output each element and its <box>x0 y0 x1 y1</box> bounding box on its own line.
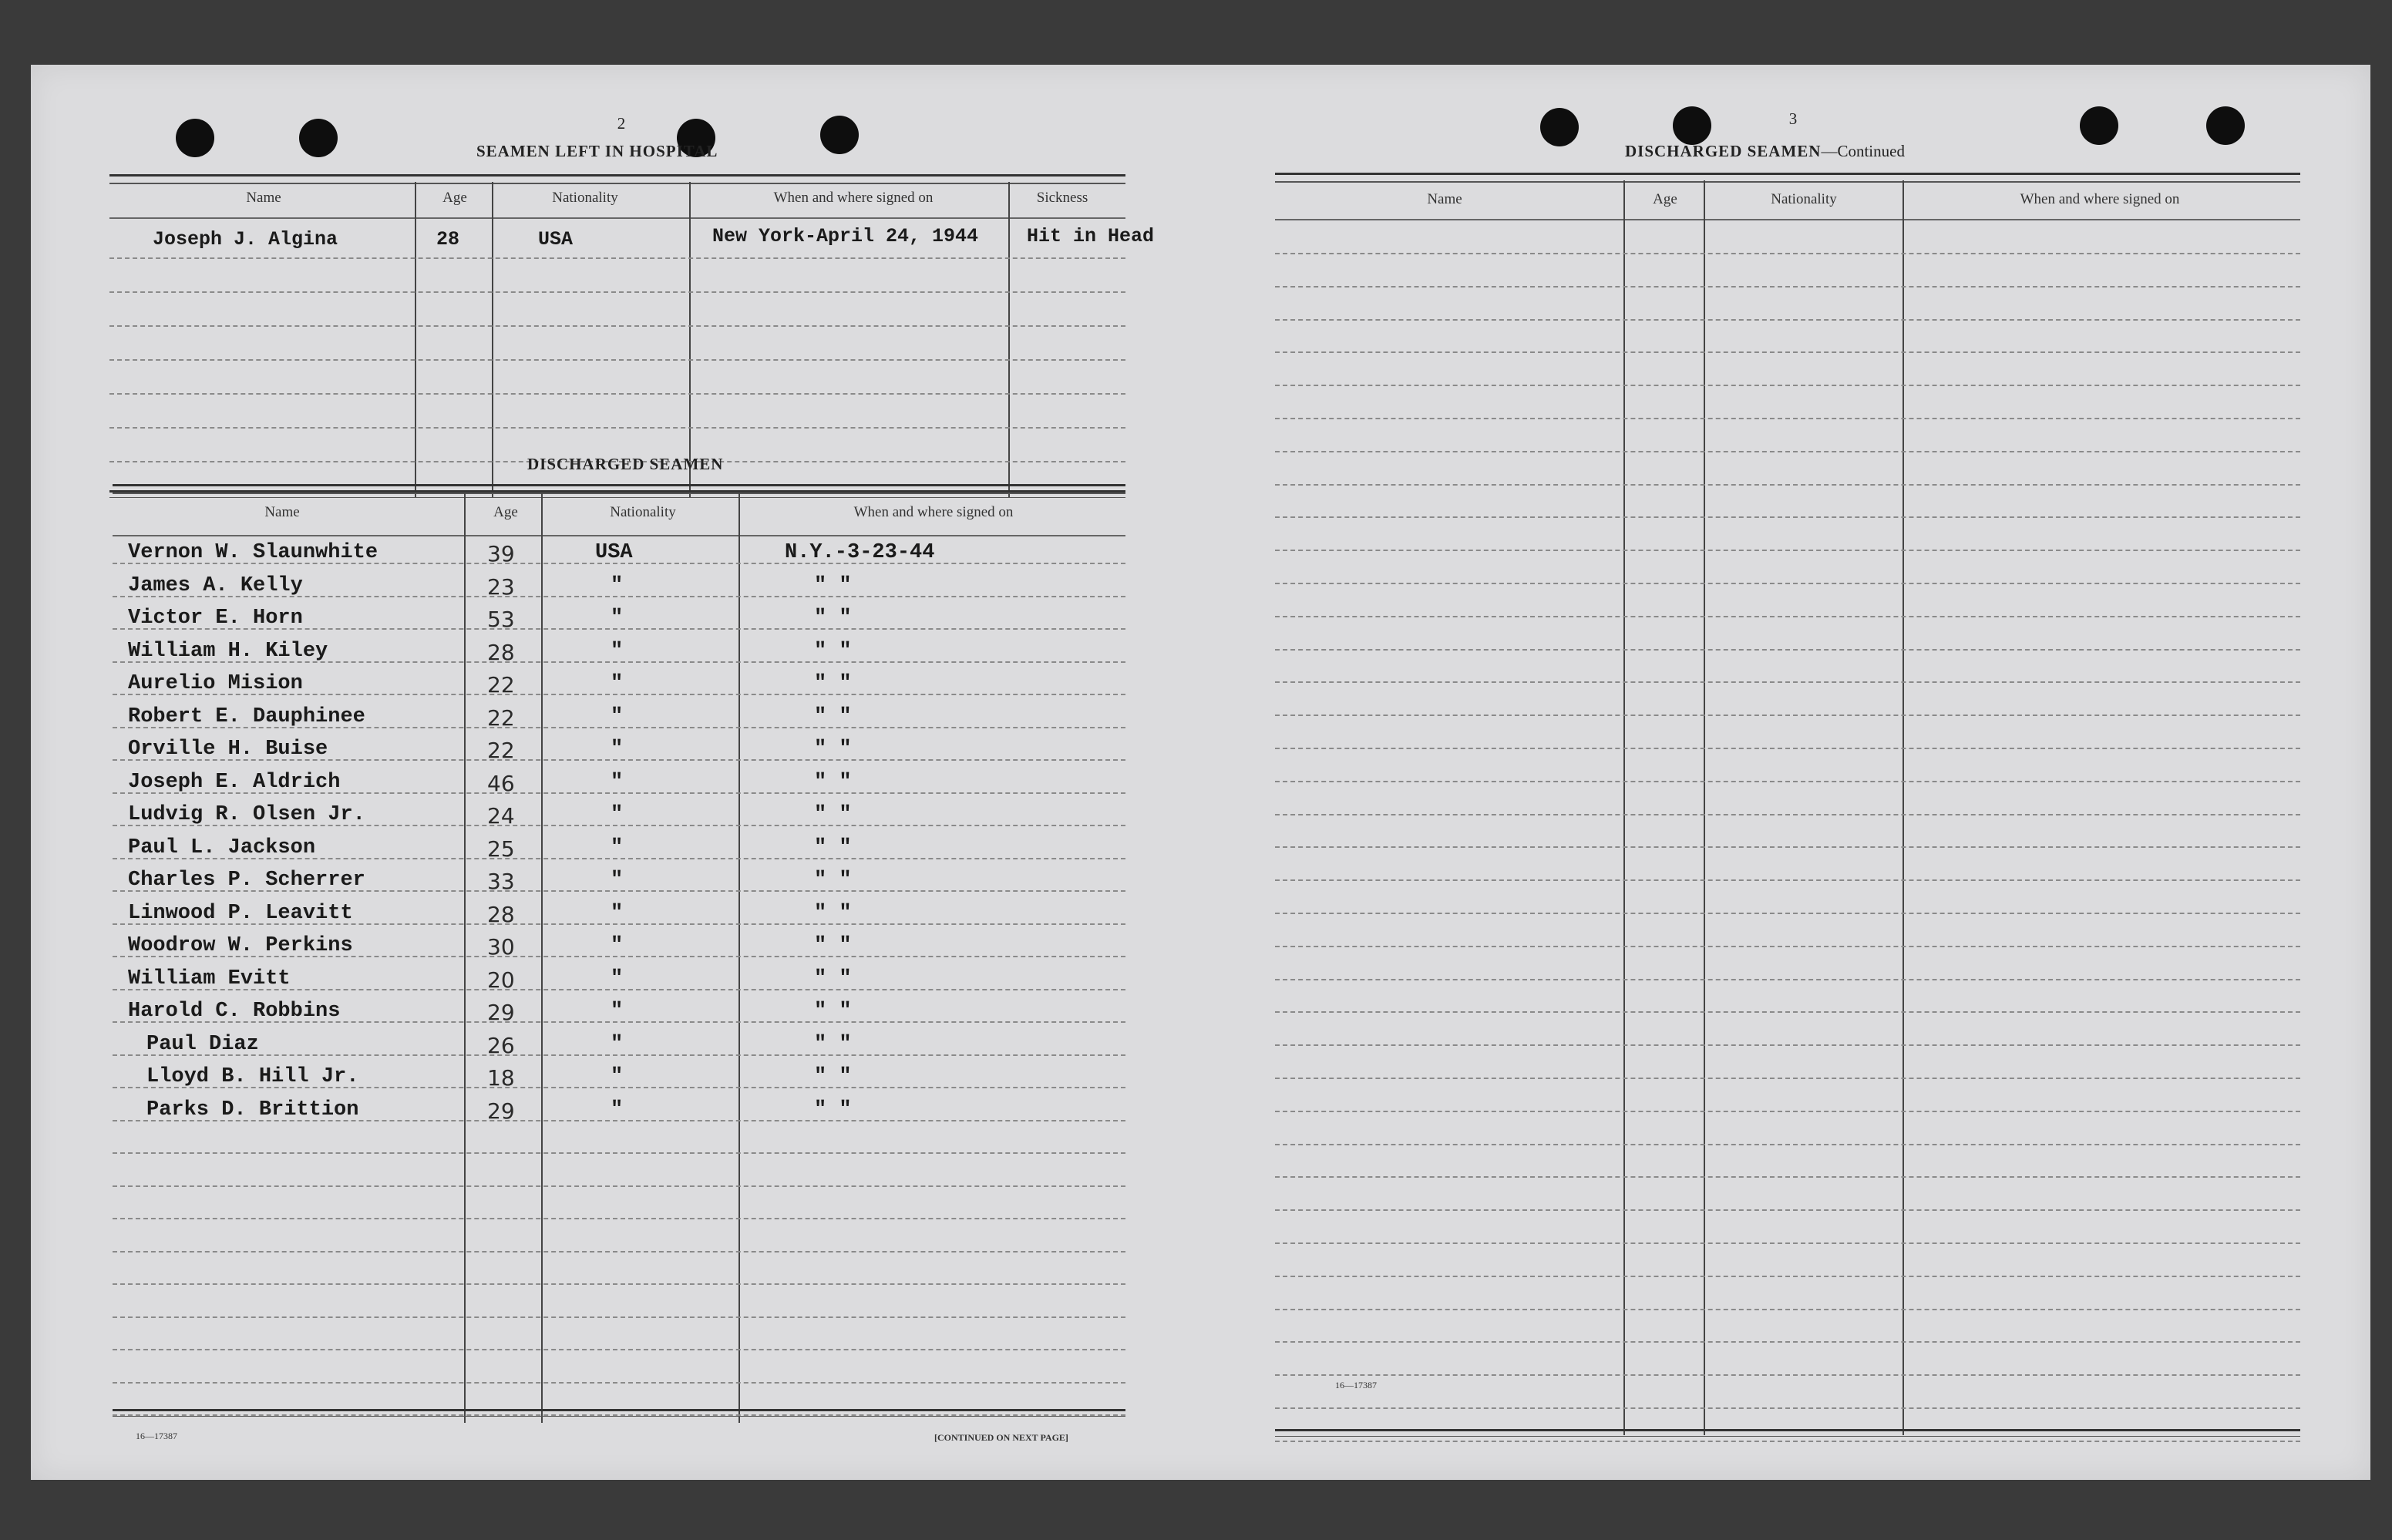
seaman-name: Paul L. Jackson <box>128 836 316 859</box>
heading-suffix: —Continued <box>1821 142 1905 160</box>
row-line <box>1275 1176 2300 1178</box>
seaman-name: Woodrow W. Perkins <box>128 934 353 957</box>
seaman-signed-on: " " <box>814 672 852 695</box>
row-line <box>113 1349 1125 1350</box>
seaman-name: Joseph E. Aldrich <box>128 771 341 794</box>
seaman-age: 33 <box>487 869 515 894</box>
seaman-name: William H. Kiley <box>128 640 328 663</box>
row-line <box>1275 319 2300 321</box>
column-header-name: Name <box>264 504 300 520</box>
row-line <box>1275 1276 2300 1277</box>
row-line <box>1275 781 2300 782</box>
row-line <box>1275 1144 2300 1145</box>
column-header-name: Name <box>246 190 281 206</box>
seaman-age: 24 <box>487 803 515 829</box>
seaman-signed-on: " " <box>814 705 852 728</box>
seaman-nationality: " <box>611 607 624 630</box>
header-underline <box>1275 219 2300 220</box>
seaman-nationality: " <box>611 640 624 663</box>
seaman-signed-on: " " <box>814 836 852 859</box>
seaman-name: Orville H. Buise <box>128 738 328 761</box>
row-line <box>1275 1078 2300 1079</box>
row-line <box>1275 1407 2300 1409</box>
seaman-nationality: " <box>611 869 624 892</box>
punch-hole <box>2080 106 2118 145</box>
seaman-signed-on: N.Y.-3-23-44 <box>785 541 935 564</box>
column-header-sickness: Sickness <box>1036 190 1088 206</box>
seaman-name: Ludvig R. Olsen Jr. <box>128 803 365 826</box>
seaman-name: Harold C. Robbins <box>128 1000 341 1023</box>
column-header-age: Age <box>442 190 467 206</box>
continued-note: [CONTINUED ON NEXT PAGE] <box>934 1432 1068 1443</box>
seaman-nationality: " <box>611 803 624 826</box>
seaman-nationality: " <box>611 771 624 794</box>
seaman-nationality: USA <box>595 541 633 564</box>
column-divider <box>492 182 493 498</box>
column-divider <box>1704 180 1705 1435</box>
table-bottom-rule <box>1275 1429 2300 1437</box>
seaman-signed-on: " " <box>814 1065 852 1088</box>
seaman-name: Paul Diaz <box>146 1033 259 1056</box>
seaman-nationality: " <box>611 705 624 728</box>
seaman-signed-on: " " <box>814 934 852 957</box>
row-line <box>1275 1309 2300 1310</box>
seaman-nationality: " <box>611 1098 624 1121</box>
row-line <box>1275 351 2300 353</box>
header-underline <box>109 217 1125 219</box>
row-line <box>1275 979 2300 980</box>
punch-hole <box>820 116 859 154</box>
hospital-sickness: Hit in Head <box>1027 225 1155 247</box>
page-number: 2 <box>617 114 626 133</box>
continued-heading <box>1625 142 1905 161</box>
seaman-age: 23 <box>487 574 515 600</box>
row-line <box>1275 846 2300 848</box>
seaman-nationality: " <box>611 836 624 859</box>
seaman-name: Parks D. Brittion <box>146 1098 359 1121</box>
seaman-signed-on: " " <box>814 574 852 597</box>
hospital-age: 28 <box>436 228 460 251</box>
seaman-signed-on: " " <box>814 902 852 925</box>
form-number: 16—17387 <box>136 1431 177 1441</box>
header-underline <box>113 535 1125 536</box>
seaman-name: James A. Kelly <box>128 574 303 597</box>
column-header-name: Name <box>1427 191 1462 207</box>
row-line <box>1275 1209 2300 1211</box>
column-header-nationality: Nationality <box>552 190 618 206</box>
row-line <box>109 427 1125 429</box>
seaman-age: 46 <box>487 771 515 796</box>
heading-main: DISCHARGED SEAMEN <box>1625 142 1822 160</box>
form-number: 16—17387 <box>1335 1380 1377 1390</box>
form-sheet <box>31 65 2370 1480</box>
row-line <box>1275 879 2300 881</box>
column-header-signed-on: When and where signed on <box>773 190 934 206</box>
row-line <box>1275 946 2300 947</box>
column-divider <box>1623 180 1625 1435</box>
punch-hole <box>299 119 338 157</box>
table-bottom-rule <box>113 1409 1125 1417</box>
row-line <box>1275 1341 2300 1343</box>
table-top-rule <box>109 174 1125 184</box>
seaman-signed-on: " " <box>814 803 852 826</box>
row-line <box>1275 814 2300 815</box>
seaman-age: 22 <box>487 705 515 731</box>
row-line <box>113 1185 1125 1187</box>
row-line <box>113 1316 1125 1318</box>
seaman-name: Charles P. Scherrer <box>128 869 365 892</box>
seaman-age: 53 <box>487 607 515 632</box>
row-line <box>1275 748 2300 749</box>
column-header-age: Age <box>493 504 518 520</box>
row-line <box>109 359 1125 361</box>
column-divider <box>415 182 416 498</box>
seaman-nationality: " <box>611 902 624 925</box>
row-line <box>1275 253 2300 254</box>
seaman-signed-on: " " <box>814 1033 852 1056</box>
column-divider <box>689 182 691 498</box>
row-line <box>109 291 1125 293</box>
seaman-age: 39 <box>487 541 515 567</box>
row-line <box>113 1152 1125 1154</box>
seaman-name: Linwood P. Leavitt <box>128 902 353 925</box>
table-top-rule <box>1275 173 2300 183</box>
row-line <box>1275 516 2300 518</box>
seaman-nationality: " <box>611 672 624 695</box>
seaman-age: 29 <box>487 1000 515 1025</box>
hospital-signed-on: New York-April 24, 1944 <box>712 225 979 247</box>
seaman-age: 20 <box>487 967 515 993</box>
row-line <box>1275 583 2300 584</box>
row-line <box>1275 451 2300 452</box>
table-top-rule <box>113 484 1125 494</box>
seaman-nationality: " <box>611 1065 624 1088</box>
row-line <box>1275 550 2300 551</box>
seaman-signed-on: " " <box>814 771 852 794</box>
seaman-signed-on: " " <box>814 869 852 892</box>
seaman-signed-on: " " <box>814 967 852 990</box>
seaman-name: Aurelio Mision <box>128 672 303 695</box>
seaman-signed-on: " " <box>814 738 852 761</box>
seaman-age: 30 <box>487 934 515 960</box>
row-line <box>113 1283 1125 1285</box>
column-header-signed-on: When and where signed on <box>853 504 1014 520</box>
row-line <box>1275 1111 2300 1112</box>
row-line <box>1275 1242 2300 1244</box>
seaman-name: William Evitt <box>128 967 291 990</box>
punch-hole <box>1673 106 1711 145</box>
punch-hole <box>176 119 214 157</box>
seaman-nationality: " <box>611 967 624 990</box>
seaman-nationality: " <box>611 934 624 957</box>
hospital-name: Joseph J. Algina <box>153 228 338 251</box>
seaman-age: 29 <box>487 1098 515 1124</box>
row-line <box>1275 286 2300 287</box>
row-line <box>1275 1441 2300 1442</box>
seaman-age: 22 <box>487 738 515 763</box>
seaman-age: 18 <box>487 1065 515 1091</box>
continued-table <box>1275 173 2300 1441</box>
seaman-nationality: " <box>611 574 624 597</box>
seaman-nationality: " <box>611 1033 624 1056</box>
row-line <box>113 1251 1125 1253</box>
row-line <box>1275 1374 2300 1376</box>
row-line <box>1275 484 2300 486</box>
row-line <box>1275 385 2300 386</box>
column-header-age: Age <box>1653 191 1677 207</box>
seaman-age: 22 <box>487 672 515 698</box>
seaman-signed-on: " " <box>814 1098 852 1121</box>
column-header-signed-on: When and where signed on <box>2020 191 2180 207</box>
seaman-name: Vernon W. Slaunwhite <box>128 541 378 564</box>
row-line <box>109 393 1125 395</box>
row-line <box>1275 681 2300 683</box>
seaman-name: Victor E. Horn <box>128 607 303 630</box>
seaman-age: 28 <box>487 640 515 665</box>
page-number: 3 <box>1788 109 1798 128</box>
discharged-table <box>113 484 1125 1423</box>
seaman-signed-on: " " <box>814 640 852 663</box>
seaman-age: 28 <box>487 902 515 927</box>
column-divider <box>1008 182 1010 498</box>
punch-hole <box>1540 108 1579 146</box>
seaman-name: Lloyd B. Hill Jr. <box>146 1065 359 1088</box>
row-line <box>113 1382 1125 1384</box>
column-header-nationality: Nationality <box>1771 191 1837 207</box>
hospital-nationality: USA <box>538 228 574 251</box>
row-line <box>109 257 1125 259</box>
hospital-table <box>109 174 1155 498</box>
row-line <box>1275 418 2300 419</box>
row-line <box>1275 1011 2300 1013</box>
row-line <box>109 325 1125 327</box>
row-line <box>1275 1044 2300 1046</box>
seaman-nationality: " <box>611 1000 624 1023</box>
seaman-age: 25 <box>487 836 515 862</box>
seaman-signed-on: " " <box>814 607 852 630</box>
seaman-name: Robert E. Dauphinee <box>128 705 365 728</box>
row-line <box>1275 913 2300 914</box>
seaman-nationality: " <box>611 738 624 761</box>
seaman-signed-on: " " <box>814 1000 852 1023</box>
column-header-nationality: Nationality <box>610 504 676 520</box>
row-line <box>1275 616 2300 617</box>
row-line <box>1275 649 2300 651</box>
punch-hole <box>2206 106 2245 145</box>
row-line <box>1275 715 2300 716</box>
seaman-age: 26 <box>487 1033 515 1058</box>
discharged-heading: DISCHARGED SEAMEN <box>527 455 724 473</box>
row-line <box>113 1218 1125 1219</box>
column-divider <box>1902 180 1904 1435</box>
hospital-heading: SEAMEN LEFT IN HOSPITAL <box>476 142 718 160</box>
